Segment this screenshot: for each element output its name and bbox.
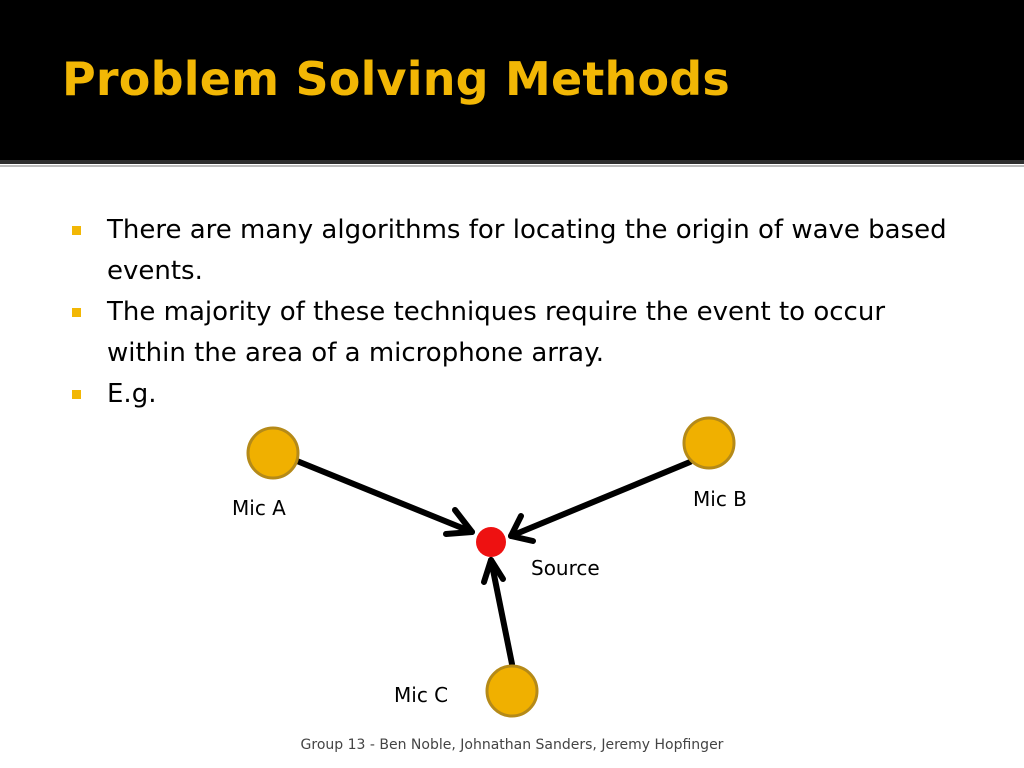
arrow-mic-a-to-source xyxy=(297,461,472,534)
slide-footer: Group 13 - Ben Noble, Johnathan Sanders, Jeremy Hopfinger xyxy=(300,737,724,753)
bullet-text: E.g. xyxy=(107,379,157,409)
arrow-mic-c-to-source xyxy=(484,560,512,664)
mic-c-label: Mic C xyxy=(394,683,449,707)
bullet-text: The majority of these techniques require the event to occur within the area of a microphone array. xyxy=(107,297,886,368)
mic-b-node xyxy=(684,418,734,468)
slide-title: Problem Solving Methods xyxy=(62,52,731,106)
mic-b-label: Mic B xyxy=(693,487,747,511)
source-label: Source xyxy=(531,556,600,580)
arrow-mic-b-to-source xyxy=(511,462,690,541)
source-node xyxy=(476,527,506,557)
mic-a-node xyxy=(248,428,298,478)
mic-a-label: Mic A xyxy=(232,496,286,520)
bullet-text: There are many algorithms for locating the origin of wave based events. xyxy=(107,215,947,286)
mic-c-node xyxy=(487,666,537,716)
